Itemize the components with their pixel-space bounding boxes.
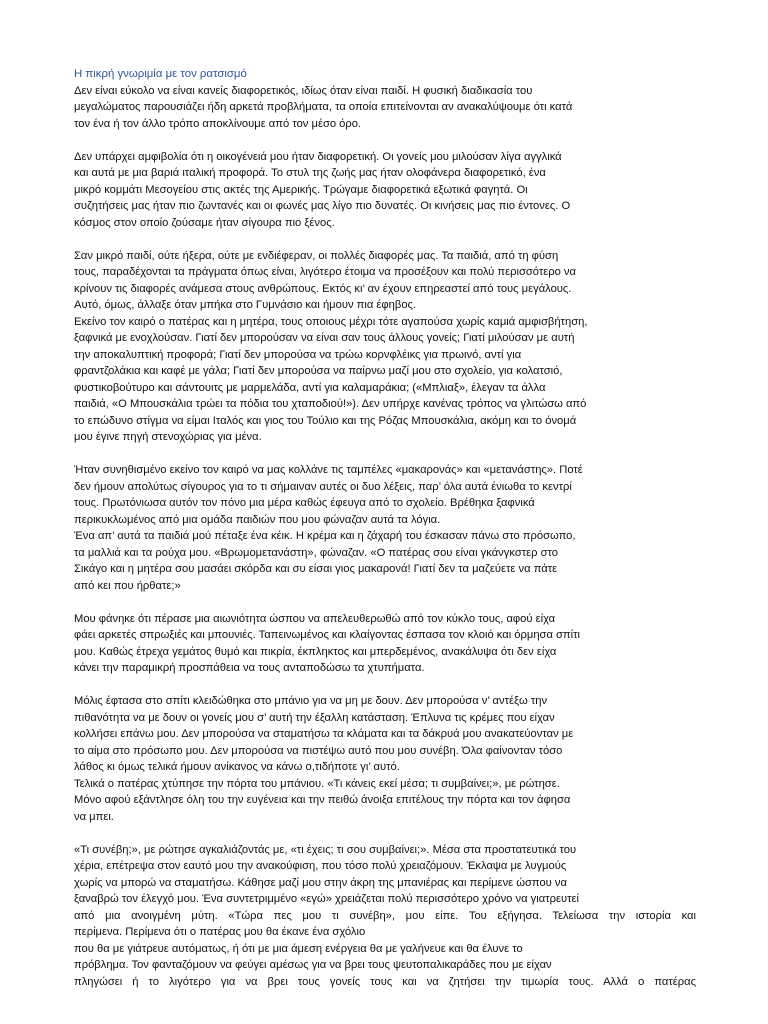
- text-line: Δεν είναι εύκολο να είναι κανείς διαφορετικός, ιδίως όταν είναι παιδί. Η φυσική διαδικασία του: [74, 84, 533, 97]
- text-line: πρόβλημα. Τον φανταζόμουν να φεύγει αμέσως για να βρει τους ψευτοπαλικαράδες που με είχαν: [74, 959, 552, 971]
- text-line: Εκείνο τον καιρό ο πατέρας και η μητέρα, τους οποιους μέχρι τότε αγαπούσα χωρίς καμιά αμφισβήτηση,: [74, 315, 588, 328]
- document-body: [74, 83, 696, 991]
- text-line: το αίμα στο πρόσωπο μου. Δεν μπορούσα να πιστέψω αυτό που μου συνέβη. Όλα φαίνονταν τόσο: [74, 744, 563, 757]
- text-line: από μια ανοιγμένη μύτη. «Τώρα πες μου τι συνέβη», μου είπε. Του εξήγησα. Τελείωσα την ιστορία και: [74, 909, 696, 922]
- text-line: Σαν μικρό παιδί, ούτε ήξερα, ούτε με ενδιέφεραν, οι πολλές διαφορές μας. Τα παιδιά, από τη φύση: [74, 249, 559, 262]
- text-line: τον ένα ή τον άλλο τρόπο αποκλίνουμε από τον μέσο όρο.: [74, 117, 362, 130]
- text-line: τα μαλλιά και τα ρούχα μου. «Βρωμομετανάστη», φώναζαν. «Ο πατέρας σου είναι γκάνγκστερ στο: [74, 546, 558, 559]
- text-line: «Τι συνέβη;», με ρώτησε αγκαλιάζοντάς με, «τι έχεις; τι σου συμβαίνει;». Μέσα στα προστατευτικά του: [74, 843, 577, 856]
- text-line: φραντζολάκια και καφέ με γάλα; Γιατί δεν μπορούσα να παίρνω μαζί μου στο σχολείο, για κολατσιό,: [74, 365, 563, 377]
- text-line: λάθος κι όμως τελικά ήμουν ανίκανος να κάνω ο,τιδήποτε γι’ αυτό.: [74, 761, 400, 773]
- text-line: παιδιά, «Ο Μπουσκάλια τρώει τα πόδια του χταποδιού!»). Δεν υπήρχε κανένας τρόπος να γλιτώσω από: [74, 398, 587, 410]
- text-line: πιθανότητα να με δουν οι γονείς μου σ’ αυτή την έξαλλη κατάσταση. Έπλυνα τις κρέμες που είχαν: [74, 711, 555, 724]
- text-line: την αποκαλυπτική προφορά; Γιατί δεν μπορούσα να τρώω κορνφλέικς για πρωινό, αντί για: [74, 348, 522, 361]
- text-line: Δεν υπάρχει αμφιβολία ότι η οικογένειά μου ήταν διαφορετική. Οι γονείς μου μιλούσαν λίγα αγγλικά: [74, 150, 562, 163]
- text-line: μου έγινε πηγή στενοχώριας για μένα.: [74, 431, 262, 443]
- text-line: δεν ήμουν απολύτως σίγουρος για το τι σήμαιναν αυτές οι δυο λέξεις, παρ’ όλα αυτά ένιωθα το κεντρί: [74, 480, 572, 493]
- text-line: το επώδυνο στίγμα να είμαι Ιταλός και γιος του Τούλιο και της Ρόζας Μπουσκάλια, ακόμη και το όνομά: [74, 414, 577, 427]
- text-line: Τελικά ο πατέρας χτύπησε την πόρτα του μπάνιου. «Τι κάνεις εκεί μέσα; τι συμβαίνει;», με ρώτησε.: [74, 777, 560, 790]
- text-line: μικρό κομμάτι Μεσογείου στις ακτές της Αμερικής. Τρώγαμε διαφορετικά εξωτικά φαγητά. Οι: [74, 183, 528, 196]
- text-line: Αυτό, όμως, άλλαξε όταν μπήκα στο Γυμνάσιο και ήμουν πια έφηβος.: [74, 299, 417, 311]
- paragraph: [74, 462, 696, 594]
- paragraph: [74, 842, 696, 991]
- text-line: Μου φάνηκε ότι πέρασε μια αιωνιότητα ώσπου να απελευθερωθώ από τον κύκλο τους, αφού είχα: [74, 612, 556, 625]
- text-line: κρίνουν τις διαφορές ανάμεσα στους ανθρώπους. Εκτός κι’ αν έχουν επηρεαστεί από τους μεγάλους.: [74, 282, 572, 295]
- text-line: Μόλις έφτασα στο σπίτι κλειδώθηκα στο μπάνιο για να μη με δουν. Δεν μπορούσα ν’ αντέξω την: [74, 695, 548, 707]
- text-line: χωρίς να μπορώ να σταματήσω. Κάθησε μαζί μου στην άκρη της μπανιέρας και περίμενε ώσπου να: [74, 876, 567, 889]
- document-page: [74, 66, 696, 990]
- text-line: περίμενα. Περίμενα ότι ο πατέρας μου θα έκανε ένα σχόλιο: [74, 926, 366, 938]
- text-line: ξαναβρώ τον έλεγχό μου. Ένα συντετριμμένο «εγώ» χρειάζεται πολύ περισσότερο χρόνο να γιατρευτεί: [74, 893, 579, 905]
- text-line: κόσμος στον οποίο ζούσαμε ήταν σίγουρα πιο ξένος.: [74, 216, 335, 229]
- text-line: Μόνο αφού εξάντλησε όλη του την ευγένεια και την πειθώ άνοιξα επιτέλους την πόρτα και τον άφησα: [74, 794, 571, 806]
- text-line: που θα με γιάτρευε αυτόματως, ή ότι με μια άμεση ενέργεια θα με γαλήνευε και θα έλυνε το: [74, 942, 523, 955]
- text-line: κολλήσει επάνω μου. Δεν μπορούσα να σταματήσω τα κλάματα και τα δάκρυά μου ανακατεύονταν με: [74, 728, 574, 740]
- text-line: να μπει.: [74, 810, 114, 823]
- text-line: χέρια, επέτρεψα στον εαυτό μου την ανακούφιση, που τόσο πολύ χρειαζόμουν. Έκλαψα με λυγμούς: [74, 860, 567, 872]
- text-line: τους. Πρωτόνιωσα αυτόν τον πόνο μια μέρα καθώς έφευγα από το σχολείο. Βρέθηκα ξαφνικά: [74, 497, 535, 509]
- text-line: μου. Καθώς έτρεχα γεμάτος θυμό και πικρία, έκπληκτος και μπερδεμένος, ανακάλυψα ότι δεν είχα: [74, 645, 557, 658]
- text-line: κάνει την παραμικρή προσπάθεια να τους ανταποδώσω τα χτυπήματα.: [74, 662, 425, 674]
- text-line: Ήταν συνηθισμένο εκείνο τον καιρό να μας κολλάνε τις ταμπέλες «μακαρονάς» και «μετανάστης». Ποτέ: [74, 464, 583, 476]
- document-title: Η πικρή γνωριμία με τον ρατσισμό: [74, 68, 247, 80]
- text-line: μεγαλώματος παρουσιάζει ήδη αρκετά προβλήματα, τα οποία επιτείνονται αν ανακαλύψουμε ότι κατά: [74, 101, 573, 113]
- paragraph: [74, 83, 696, 133]
- text-line: ξαφνικά με ενοχλούσαν. Γιατί δεν μπορούσαν να είναι σαν τους άλλους γονείς; Γιατί μιλούσαν με αυτή: [74, 332, 575, 344]
- text-line: Ένα απ’ αυτά τα παιδιά μού πέταξε ένα κέικ. Η κρέμα και η ζάχαρή του έσκασαν πάνω στο πρόσωπο,: [74, 530, 576, 542]
- text-line: περικυκλωμένος από μια ομάδα παιδιών που μου φώναζαν αυτά τα λόγια.: [74, 513, 441, 526]
- paragraph: [74, 693, 696, 825]
- paragraph: [74, 248, 696, 446]
- text-line: φυστικοβούτυρο και σάντουιτς με μαρμελάδα, αντί για καλαμαράκια; («Μπλιαξ», έλεγαν τα άλλα: [74, 381, 546, 394]
- text-line: συζητήσεις μας ήταν πιο ζωντανές και οι φωνές μας λίγο πιο δυνατές. Οι κινήσεις μας πιο έντονες. Ο: [74, 200, 571, 212]
- paragraph: [74, 611, 696, 677]
- text-line: τους, παραδέχονται τα πράγματα όπως είναι, λιγότερο έτοιμα να προσέξουν και πολύ περισσότερο να: [74, 266, 576, 278]
- paragraph: [74, 149, 696, 232]
- text-line: από κει που ήρθατε;»: [74, 579, 181, 592]
- text-line: Σικάγο και η μητέρα σου μασάει σκόρδα και συ είσαι γιος μακαρονά! Γιατί δεν τα μαζεύετε να πάτε: [74, 563, 558, 575]
- text-line: πληγώσει ή το λιγότερο για να βρει τους γονείς τους και να ζητήσει την τιμωρία τους. Αλλά ο πατέρας: [74, 975, 696, 988]
- text-line: και αυτά με μια βαριά ιταλική προφορά. Το στυλ της ζωής μας ήταν ολοφάνερα διαφορετικό, ένα: [74, 167, 546, 179]
- text-line: φάει αρκετές σπρωξιές και μπουνιές. Ταπεινωμένος και κλαίγοντας έσπασα τον κλοιό και όρμησα σπίτι: [74, 629, 581, 641]
